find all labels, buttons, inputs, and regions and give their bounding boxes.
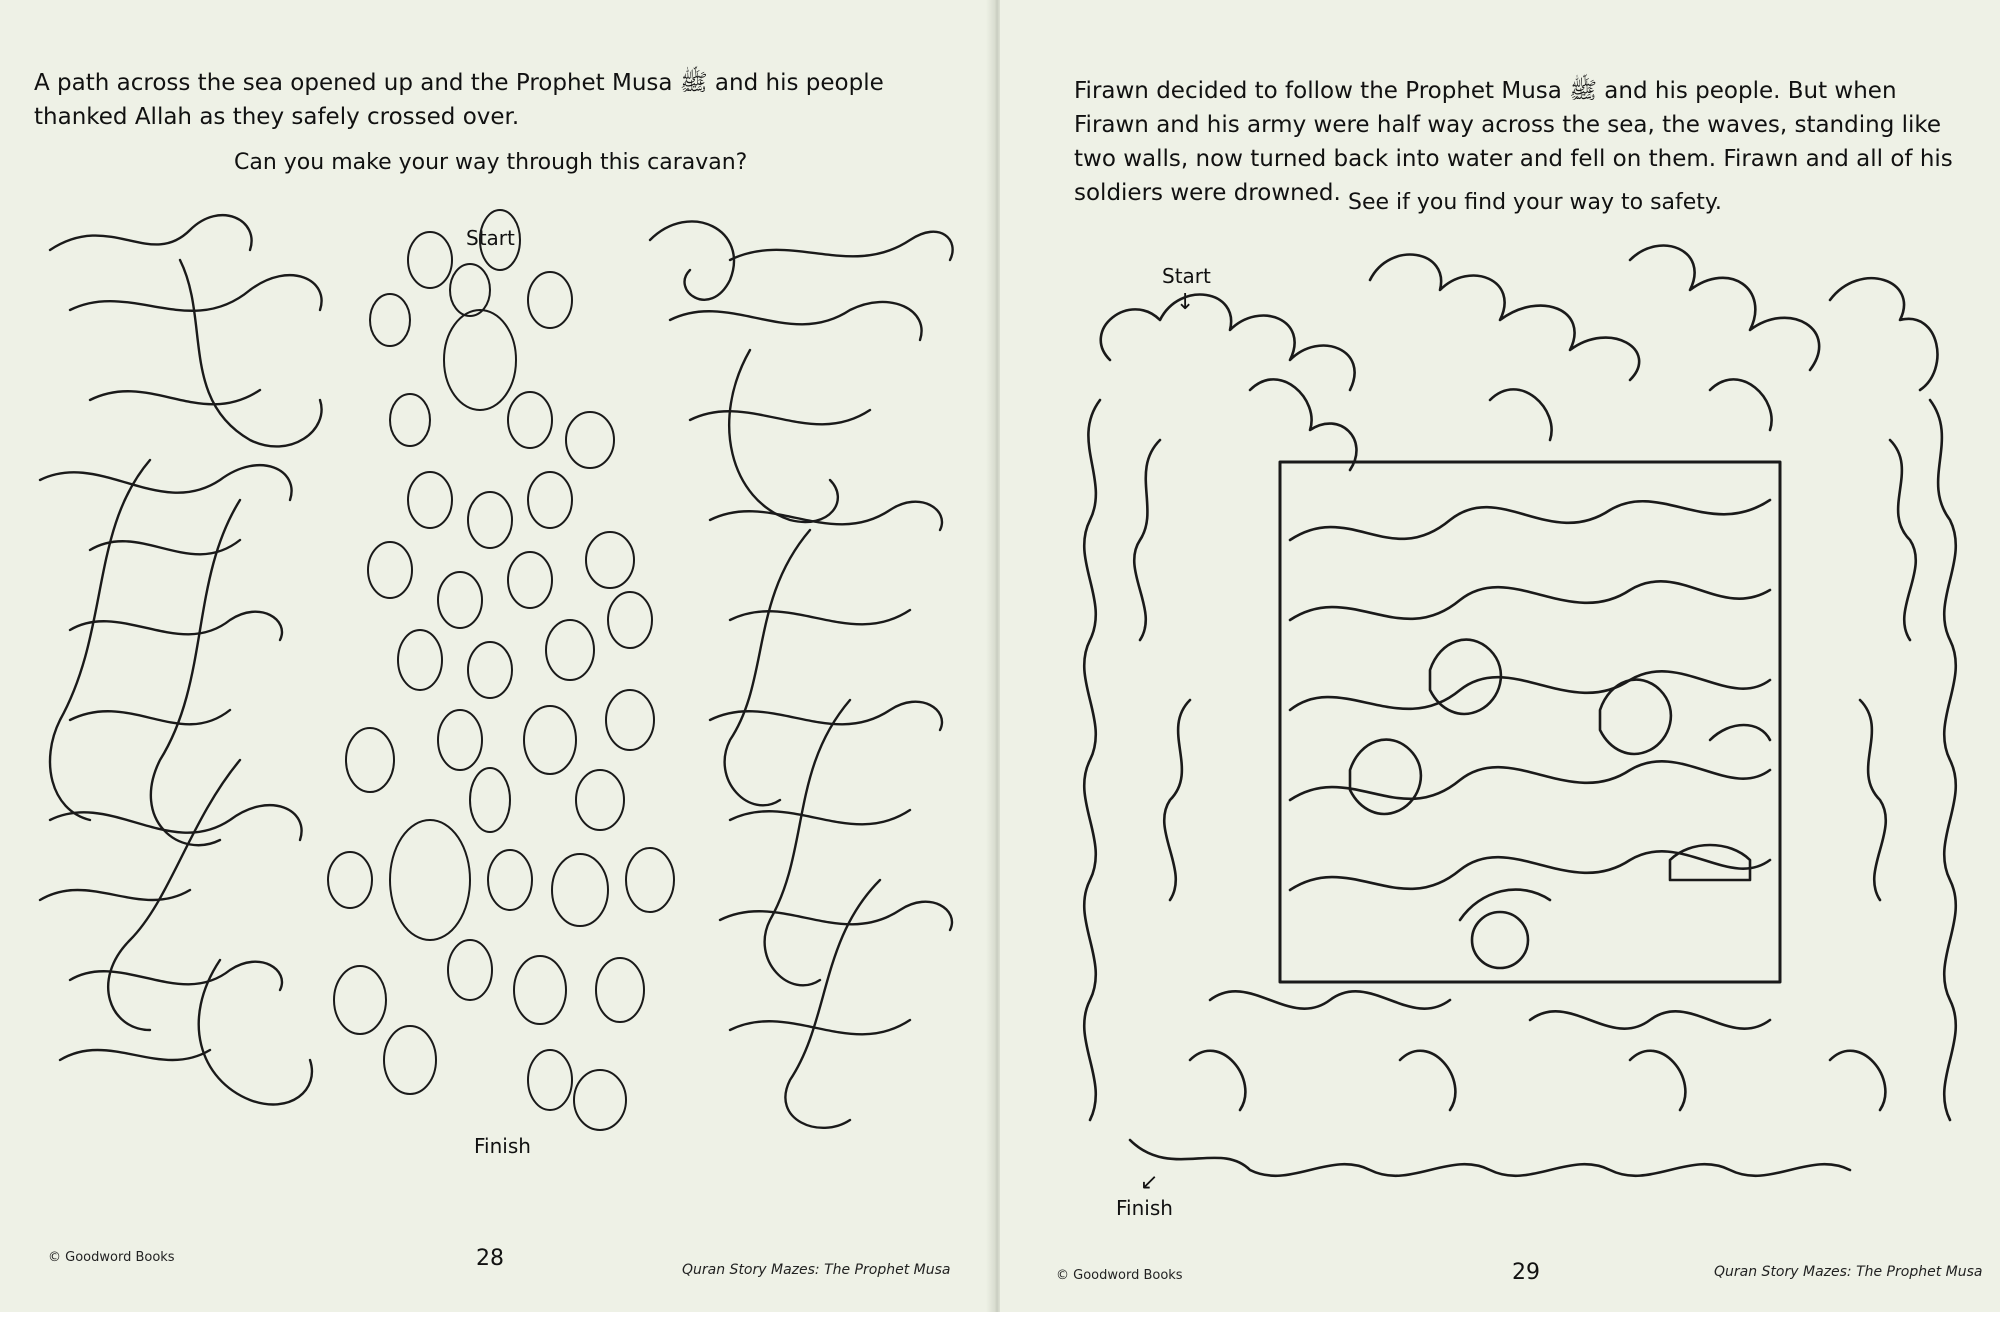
- left-page: [0, 0, 992, 1312]
- right-page-number: 29: [1512, 1260, 1540, 1285]
- start-arrow-icon: ↓: [1176, 290, 1195, 315]
- left-finish-label: Finish: [474, 1134, 531, 1158]
- right-maze-prompt: See if you find your way to safety.: [1348, 190, 1722, 215]
- right-page: [1000, 0, 2000, 1312]
- caravan-maze-illustration: [30, 200, 970, 1160]
- left-book-title: Quran Story Mazes: The Prophet Musa: [682, 1262, 951, 1278]
- right-finish-label: Finish: [1116, 1196, 1173, 1220]
- left-page-number: 28: [476, 1246, 504, 1271]
- right-start-label: Start: [1162, 264, 1211, 288]
- right-intro-text: Firawn decided to follow the Prophet Musa ﷺ and his people. But when Firawn and his army were half way across the sea, the waves, standing like two walls, now turned back into water and fell on them. Firawn and all of his soldiers were drowned.: [1074, 78, 1953, 206]
- left-start-label: Start: [466, 226, 515, 250]
- left-copyright: © Goodword Books: [48, 1250, 175, 1265]
- left-intro-text: A path across the sea opened up and the Prophet Musa ﷺ and his people thanked Allah as they safely crossed over.: [34, 70, 884, 130]
- finish-arrow-icon: ↙: [1140, 1170, 1159, 1195]
- safety-maze-illustration: [1070, 240, 1970, 1180]
- left-maze-prompt: Can you make your way through this caravan?: [234, 150, 748, 175]
- right-copyright: © Goodword Books: [1056, 1268, 1183, 1283]
- right-book-title: Quran Story Mazes: The Prophet Musa: [1714, 1264, 1983, 1280]
